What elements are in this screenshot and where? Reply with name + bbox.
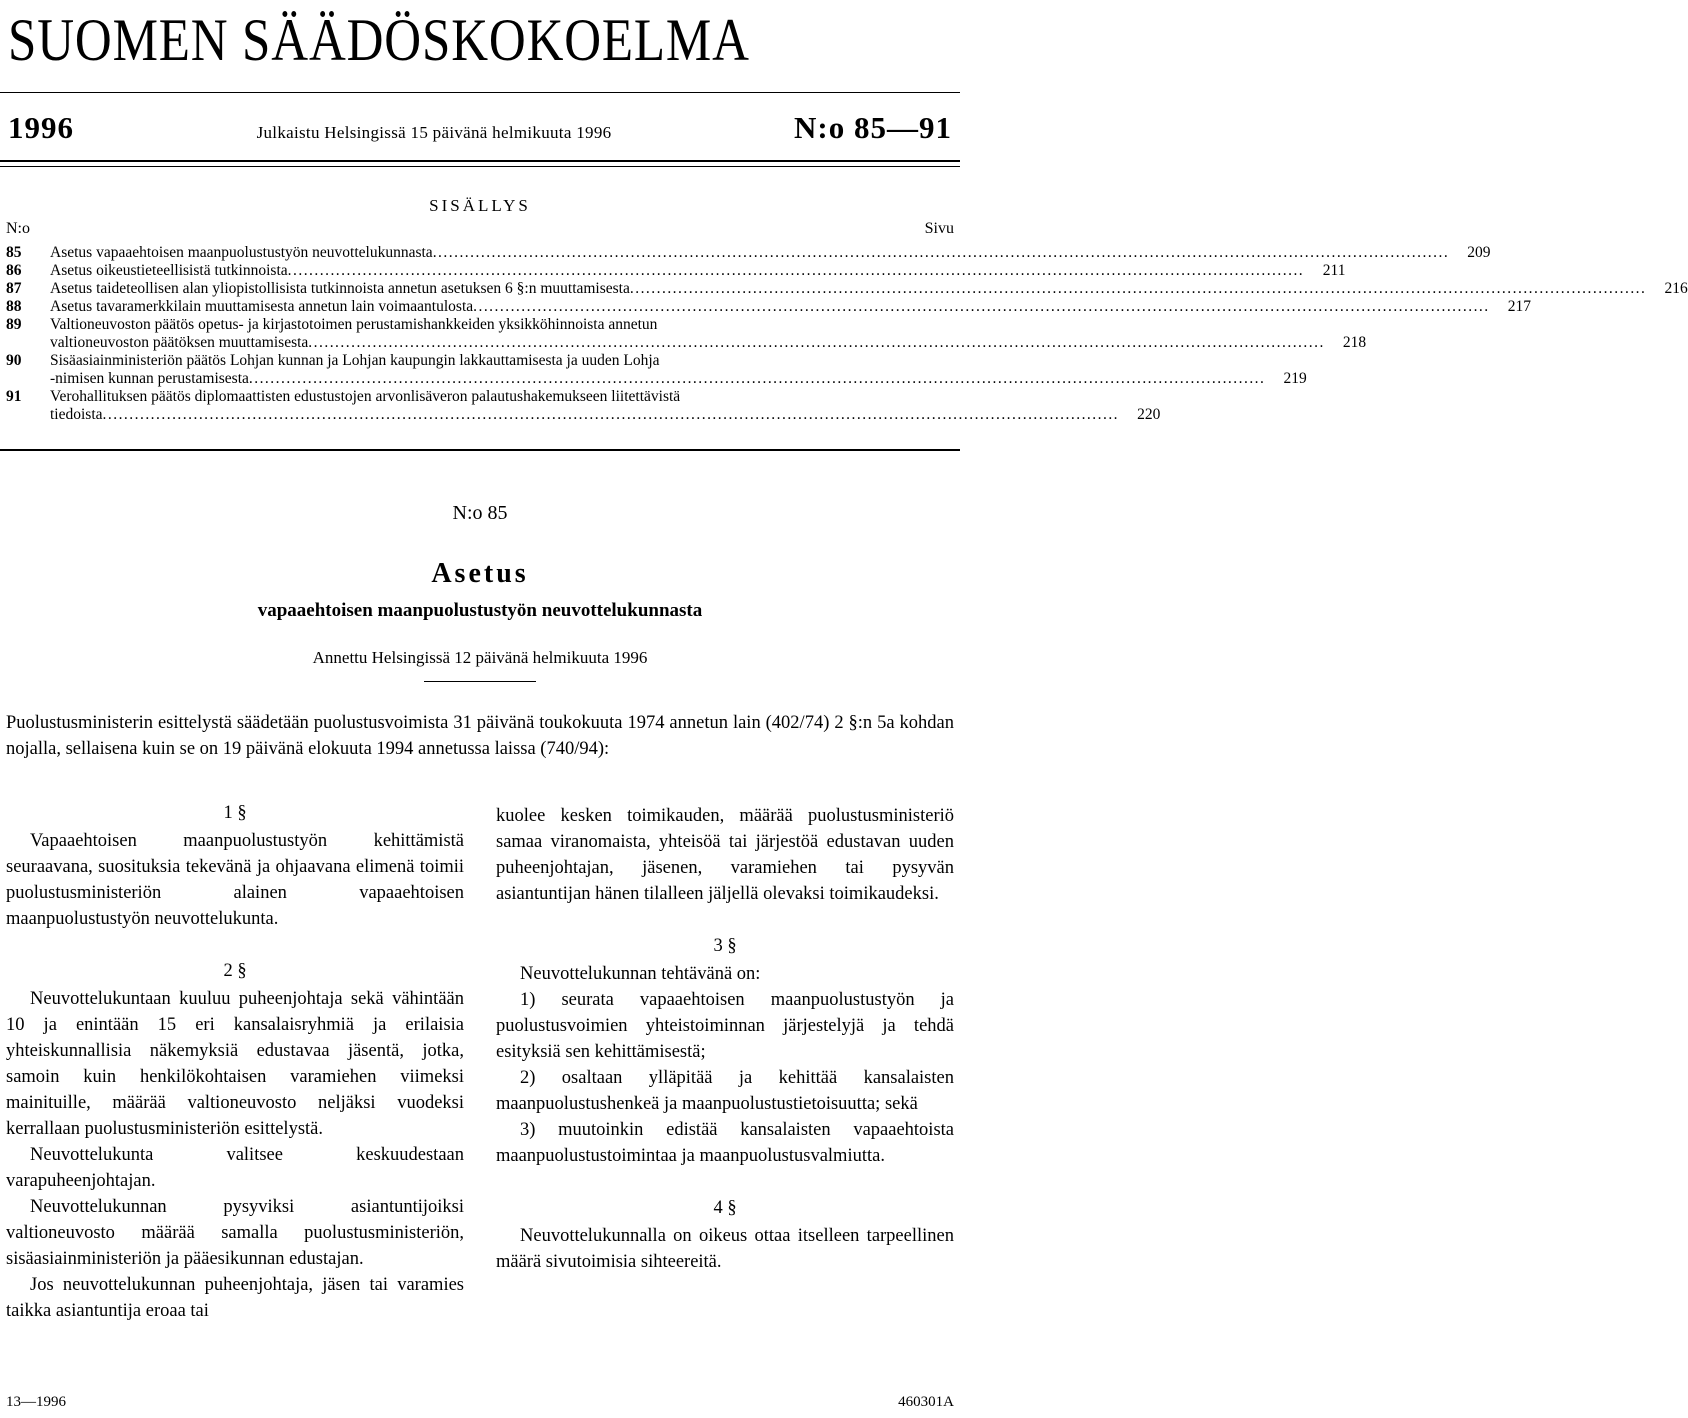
toc-item-page: 218 <box>1342 334 1367 351</box>
toc-leader-dots <box>103 406 1117 424</box>
toc-item-title: -nimisen kunnan perustamisesta <box>50 370 249 387</box>
toc-item-number: 89 <box>6 316 22 333</box>
toc-item <box>6 352 1307 388</box>
toc-leader-dots <box>433 244 1447 262</box>
toc-item-title: Asetus oikeustieteellisistä tutkinnoista <box>50 262 288 279</box>
toc-item-number: 85 <box>6 244 22 261</box>
page-footer <box>6 1394 954 1411</box>
toc-item-title: Asetus vapaaehtoisen maanpuolustustyön neuvottelukunnasta <box>50 244 433 261</box>
publication-date: Julkaistu Helsingissä 15 päivänä helmikuuta 1996 <box>256 123 612 142</box>
toc-item-page: 216 <box>1664 280 1688 297</box>
toc-item-page: 209 <box>1467 244 1491 261</box>
section-2-continued: kuolee kesken toimikauden, määrää puolustusministeriö samaa viranomaista, yhteisöä tai järjestöä edustavan uuden puheenjohtajan, jäsenen, varamiehen tai pysyvän asiantuntijan hänen tilalleen jäljellä olevaksi toimikaudeksi. <box>496 806 954 904</box>
section-3-item: 3) muutoinkin edistää kansalaisten vapaaehtoista maanpuolustustoimintaa ja maanpuolustusvalmiutta. <box>496 1120 954 1166</box>
toc-item-title: Asetus tavaramerkkilain muuttamisesta annetun lain voimaantulosta <box>50 298 474 315</box>
statute-subtitle: vapaaehtoisen maanpuolustustyön neuvottelukunnasta <box>257 600 703 621</box>
toc-item-number: 86 <box>6 262 22 279</box>
toc-leader-dots <box>473 298 1487 316</box>
section-2-heading: 2 § <box>223 961 247 981</box>
section-3-item: 1) seurata vapaaehtoisen maanpuolustustyön ja puolustusvoimien yhteistoiminnan järjestelyjä ja tehdä esityksiä sen kehittämisestä; <box>496 990 954 1062</box>
statute-given-date: Annettu Helsingissä 12 päivänä helmikuuta 1996 <box>312 648 648 667</box>
section-1-heading: 1 § <box>223 803 247 823</box>
toc-title: SISÄLLYS <box>429 196 531 215</box>
footer-print-code: 460301A <box>898 1394 954 1410</box>
section-4-text: Neuvottelukunnalla on oikeus ottaa itselleen tarpeellinen määrä sivutoimisia sihteereitä. <box>496 1226 954 1272</box>
toc-item-title: Valtioneuvoston päätös opetus- ja kirjastotoimen perustamishankkeiden yksikköhinnoista annetun <box>50 316 658 333</box>
toc-leader-dots <box>288 262 1302 280</box>
toc-item <box>6 388 1161 424</box>
toc-item <box>6 244 1491 262</box>
toc-item <box>6 298 1531 316</box>
header-double-rule-bottom <box>0 166 960 167</box>
masthead-rule <box>0 92 960 93</box>
section-2-paragraph: Neuvottelukunnan pysyviksi asiantuntijoiksi valtioneuvosto määrää samalla puolustusministeriön, sisäasiainministeriön ja pääesikunnan edustajan. <box>6 1197 464 1269</box>
toc-item-page: 220 <box>1137 406 1161 423</box>
header-double-rule-top <box>0 160 960 162</box>
title-separator <box>424 681 536 682</box>
issue-numbers: N:o 85—91 <box>794 110 952 145</box>
section-2-paragraph: Neuvottelukunta valitsee keskuudestaan varapuheenjohtajan. <box>6 1145 464 1191</box>
toc-item-title: Verohallituksen päätös diplomaattisten edustustojen arvonlisäveron palautushakemukseen liitettävistä <box>50 388 681 405</box>
toc-bottom-rule <box>0 449 960 451</box>
right-column <box>496 803 954 1275</box>
section-4-heading: 4 § <box>713 1198 737 1218</box>
statute-number: N:o 85 <box>452 502 508 524</box>
toc-item-title: valtioneuvoston päätöksen muuttamisesta <box>50 334 309 351</box>
toc-leader-dots <box>630 280 1644 298</box>
toc-leader-dots <box>308 334 1322 352</box>
toc-item-title: Sisäasiainministeriön päätös Lohjan kunnan ja Lohjan kaupungin lakkauttamisesta ja uuden Lohja <box>50 352 660 369</box>
toc-item <box>6 262 1346 280</box>
toc-item-number: 90 <box>6 352 22 369</box>
toc-item-number: 87 <box>6 280 22 297</box>
section-3-heading: 3 § <box>713 936 737 956</box>
issue-row <box>8 110 952 150</box>
toc-item <box>6 280 1688 298</box>
toc-item <box>6 316 1367 352</box>
preamble: Puolustusministerin esittelystä säädetään puolustusvoimista 31 päivänä toukokuuta 1974 annetun lain (402/74) 2 §:n 5a kohdan nojalla, sellaisena kuin se on 19 päivänä elokuuta 1994 annetussa laissa (740/94): <box>6 713 954 759</box>
toc-item-page: 217 <box>1507 298 1531 315</box>
toc-item-page: 219 <box>1283 370 1307 387</box>
toc-item-title: tiedoista <box>50 406 103 423</box>
statute-title: Asetus <box>431 558 529 589</box>
section-3-item: 2) osaltaan ylläpitää ja kehittää kansalaisten maanpuolustushenkeä ja maanpuolustustietoisuutta; sekä <box>496 1068 954 1114</box>
section-2-paragraph: Jos neuvottelukunnan puheenjohtaja, jäsen tai varamies taikka asiantuntija eroaa tai <box>6 1275 464 1321</box>
section-3-intro: Neuvottelukunnan tehtävänä on: <box>520 964 761 984</box>
section-1-text: Vapaaehtoisen maanpuolustustyön kehittämistä seuraavana, suosituksia tekevänä ja ohjaavana elimenä toimii puolustusministeriön alainen vapaaehtoisen maanpuolustustyön neuvottelukunta. <box>6 831 464 929</box>
left-column <box>6 800 464 1324</box>
toc-item-page: 211 <box>1322 262 1346 279</box>
toc-list <box>6 244 1688 424</box>
issue-year: 1996 <box>8 110 74 145</box>
toc-leader-dots <box>249 370 1263 388</box>
toc-column-number: N:o <box>6 220 30 237</box>
masthead-title: SUOMEN SÄÄDÖSKOKOELMA <box>8 7 750 73</box>
footer-issue-code: 13—1996 <box>6 1394 66 1410</box>
toc-item-number: 91 <box>6 388 22 405</box>
section-2-paragraph: Neuvottelukuntaan kuuluu puheenjohtaja sekä vähintään 10 ja enintään 15 eri kansalaisryhmiä ja erilaisia yhteiskunnallisia näkemyksiä edustavaa jäsentä, jotka, samoin kuin henkilökohtaisen varamiehen viimeksi mainituille, määrää valtioneuvosto neljäksi vuodeksi kerrallaan puolustusministeriön esittelystä. <box>6 989 464 1139</box>
toc-item-number: 88 <box>6 298 22 315</box>
toc-item-title: Asetus taideteollisen alan yliopistollisista tutkinnoista annetun asetuksen 6 §:n muuttamisesta <box>50 280 630 297</box>
toc-column-page: Sivu <box>924 220 954 237</box>
